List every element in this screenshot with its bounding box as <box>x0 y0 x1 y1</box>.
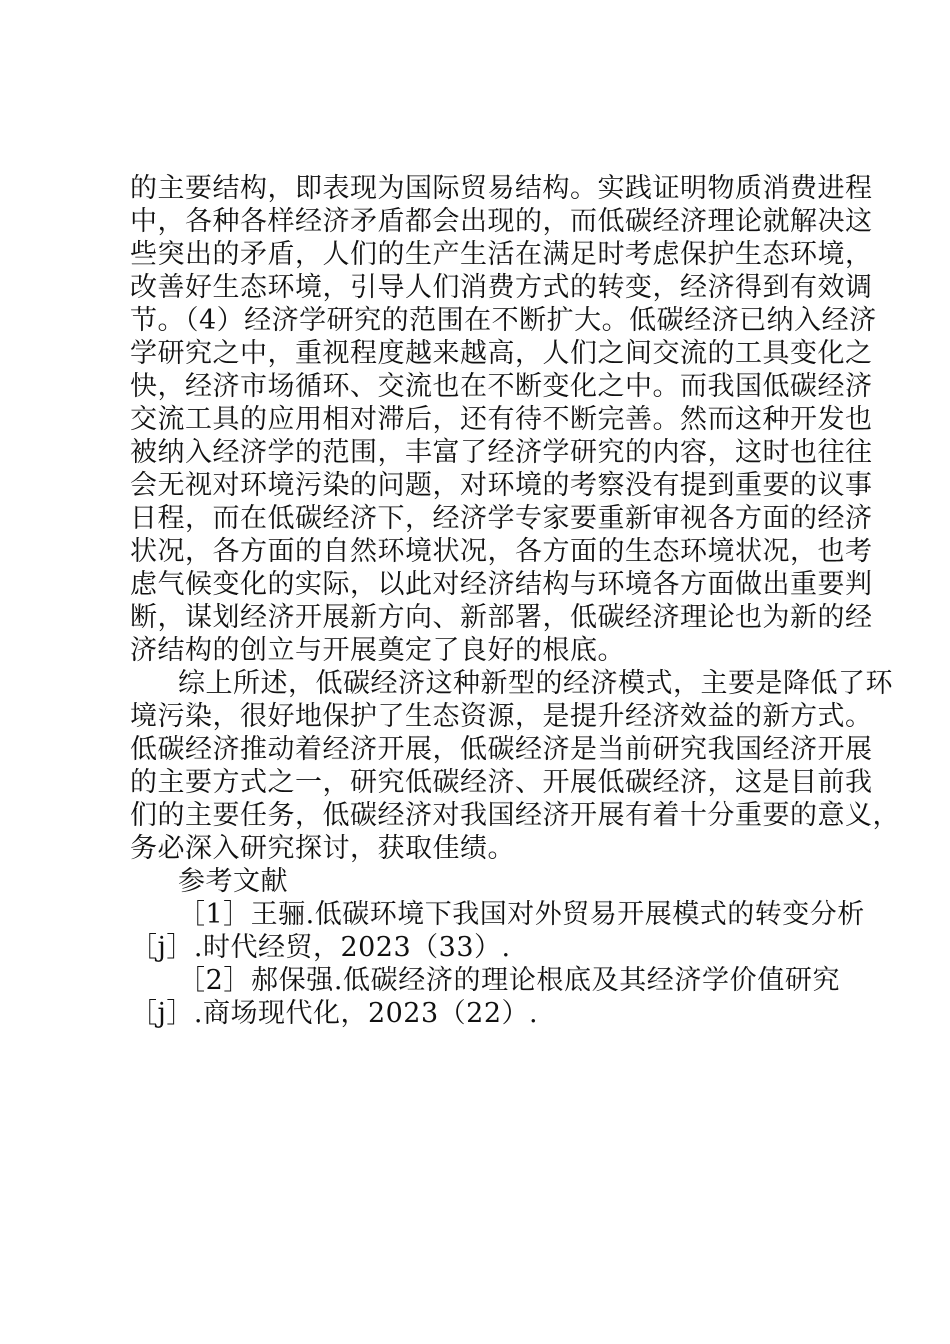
body-text-line: 虑气候变化的实际，以此对经济结构与环境各方面做出重要判 <box>130 569 873 600</box>
reference-item-1-line-1: ［1］王骊.低碳环境下我国对外贸易开展模式的转变分析 <box>178 899 865 930</box>
references-title: 参考文献 <box>178 866 288 897</box>
body-text-line: 些突出的矛盾，人们的生产生活在满足时考虑保护生态环境， <box>130 239 873 270</box>
body-text-line: 境污染，很好地保护了生态资源，是提升经济效益的新方式。 <box>130 701 873 732</box>
body-text-line: 们的主要任务，低碳经济对我国经济开展有着十分重要的意义， <box>130 800 900 831</box>
body-text-line: 低碳经济推动着经济开展，低碳经济是当前研究我国经济开展 <box>130 734 873 765</box>
body-text-line: 学研究之中，重视程度越来越高，人们之间交流的工具变化之 <box>130 338 873 369</box>
body-text-line: 的主要方式之一，研究低碳经济、开展低碳经济，这是目前我 <box>130 767 873 798</box>
body-text-line: 综上所述，低碳经济这种新型的经济模式，主要是降低了环 <box>178 668 893 699</box>
body-text-line: 中，各种各样经济矛盾都会出现的，而低碳经济理论就解决这 <box>130 206 873 237</box>
body-text-line: 改善好生态环境，引导人们消费方式的转变，经济得到有效调 <box>130 272 873 303</box>
body-text-line: 济结构的创立与开展奠定了良好的根底。 <box>130 635 625 666</box>
body-text-line: 日程，而在低碳经济下，经济学专家要重新审视各方面的经济 <box>130 503 873 534</box>
body-text-line: 断，谋划经济开展新方向、新部署，低碳经济理论也为新的经 <box>130 602 873 633</box>
body-text-line: 被纳入经济学的范围，丰富了经济学研究的内容，这时也往往 <box>130 437 873 468</box>
body-text-line: 状况，各方面的自然环境状况，各方面的生态环境状况，也考 <box>130 536 873 567</box>
body-text-line: 交流工具的应用相对滞后，还有待不断完善。然而这种开发也 <box>130 404 873 435</box>
body-text-line: 会无视对环境污染的问题，对环境的考察没有提到重要的议事 <box>130 470 873 501</box>
body-text-line: 务必深入研究探讨，获取佳绩。 <box>130 833 515 864</box>
reference-item-2-line-1: ［2］郝保强.低碳经济的理论根底及其经济学价值研究 <box>178 965 840 996</box>
reference-item-1-line-2: ［j］.时代经贸，2023（33）. <box>130 932 511 963</box>
reference-item-2-line-2: ［j］.商场现代化，2023（22）. <box>130 998 539 1029</box>
body-text-line: 节。（4）经济学研究的范围在不断扩大。低碳经济已纳入经济 <box>130 305 877 336</box>
body-text-line: 快，经济市场循环、交流也在不断变化之中。而我国低碳经济 <box>130 371 873 402</box>
body-text-line: 的主要结构，即表现为国际贸易结构。实践证明物质消费进程 <box>130 173 873 204</box>
